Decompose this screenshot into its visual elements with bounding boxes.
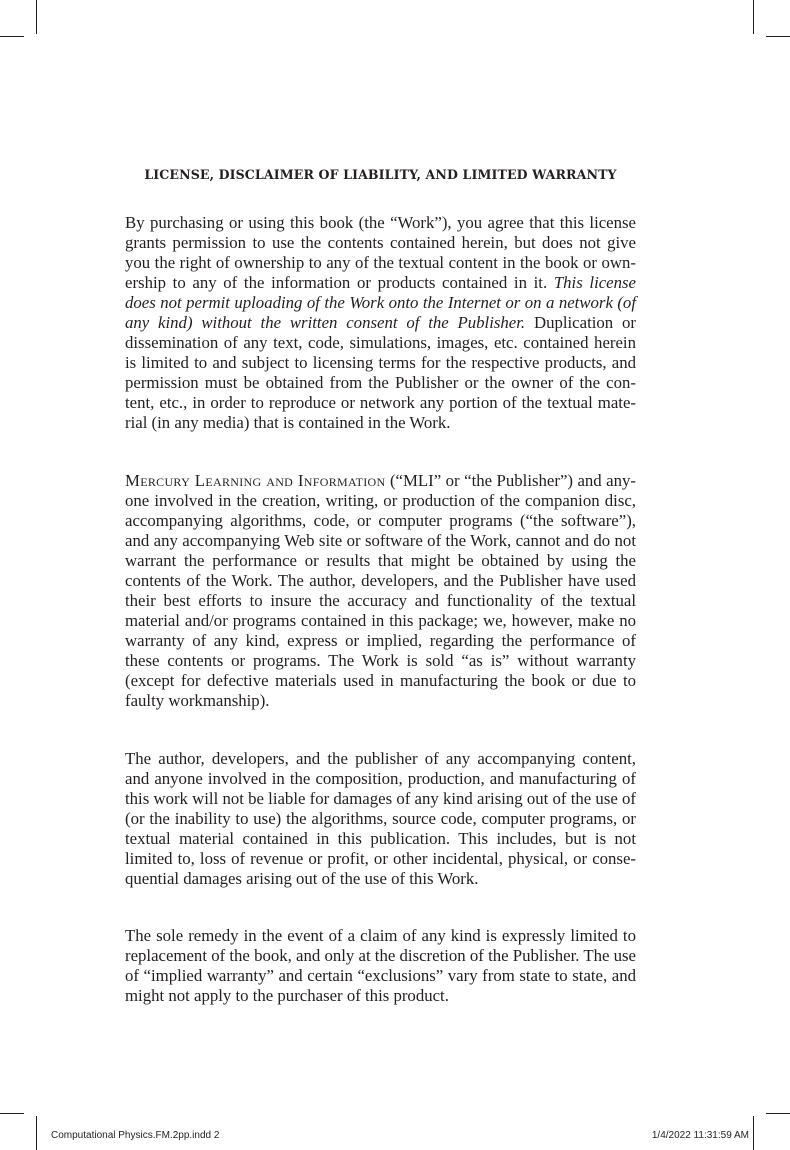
license-paragraph (125, 213, 636, 433)
license-text-end: Duplication or dissemination of any text, code, simulations, images, etc. contained herein is limited to and subject to licensing terms for the respective products, and permission must be obtained from the Publisher or the owner of the content, etc., in order to reproduce or network any portion of the textual material (in any media) that is contained in the Work. (125, 313, 636, 432)
liability-paragraph: The author, developers, and the publisher of any accompanying content, and anyone involved in the composition, production, and manufacturing of this work will not be liable for damages of any kind arising out of the use of (or the inability to use) the algorithms, source code, computer programs, or textual material contained in this publication. This includes, but is not limited to, loss of revenue or profit, or other incidental, physical, or consequential damages arising out of the use of this Work. (125, 749, 636, 888)
slug-filename: Computational Physics.FM.2pp.indd 2 (51, 1130, 220, 1141)
remedy-paragraph: The sole remedy in the event of a claim of any kind is expressly limited to replacement of the book, and only at the discretion of the Publisher. The use of “implied warranty” and certain “exclusions” vary from state to state, and might not apply to the purchaser of this product. (125, 926, 636, 1005)
page-title: LICENSE, DISCLAIMER OF LIABILITY, AND LIMITED WARRANTY (144, 167, 617, 182)
crop-mark-top-right (753, 0, 754, 34)
crop-mark-bottom-right (753, 1116, 754, 1150)
publisher-name: Mercury Learning and Information (125, 471, 386, 490)
disclaimer-text: (“MLI” or “the Publisher”) and anyone involved in the creation, writing, or production of the companion disc, accompanying algorithms, code, or computer programs (“the software”), and any accompanying Web site or software of the Work, cannot and do not warrant the performance or results that might be obtained by using the contents of the Work. The author, developers, and the Publisher have used their best efforts to insure the accuracy and functionality of the textual material and/or programs contained in this package; we, however, make no warranty of any kind, express or implied, regarding the performance of these contents or programs. The Work is sold “as is” without warranty (except for defective materials used in manufacturing the book or due to faulty workmanship). (125, 471, 636, 710)
crop-mark-top-left-horizontal (0, 36, 24, 37)
crop-mark-bottom-left (36, 1116, 37, 1150)
crop-mark-top-left (36, 0, 37, 34)
license-italic-text: This license does not permit uploading of the Work onto the Internet or on a network (of any kind) without the written consent of the Publisher. (125, 273, 636, 332)
slug-timestamp: 1/4/2022 11:31:59 AM (651, 1130, 749, 1141)
crop-mark-bottom-right-horizontal (766, 1113, 790, 1114)
license-text-start: By purchasing or using this book (the “Work”), you agree that this license grants permission to use the contents contained herein, but does not give you the right of ownership to any of the textual content in the book or ownership to any of the information or products contained in it. (125, 213, 636, 292)
crop-mark-bottom-left-horizontal (0, 1113, 24, 1114)
disclaimer-paragraph (125, 471, 636, 711)
crop-mark-top-right-horizontal (766, 36, 790, 37)
